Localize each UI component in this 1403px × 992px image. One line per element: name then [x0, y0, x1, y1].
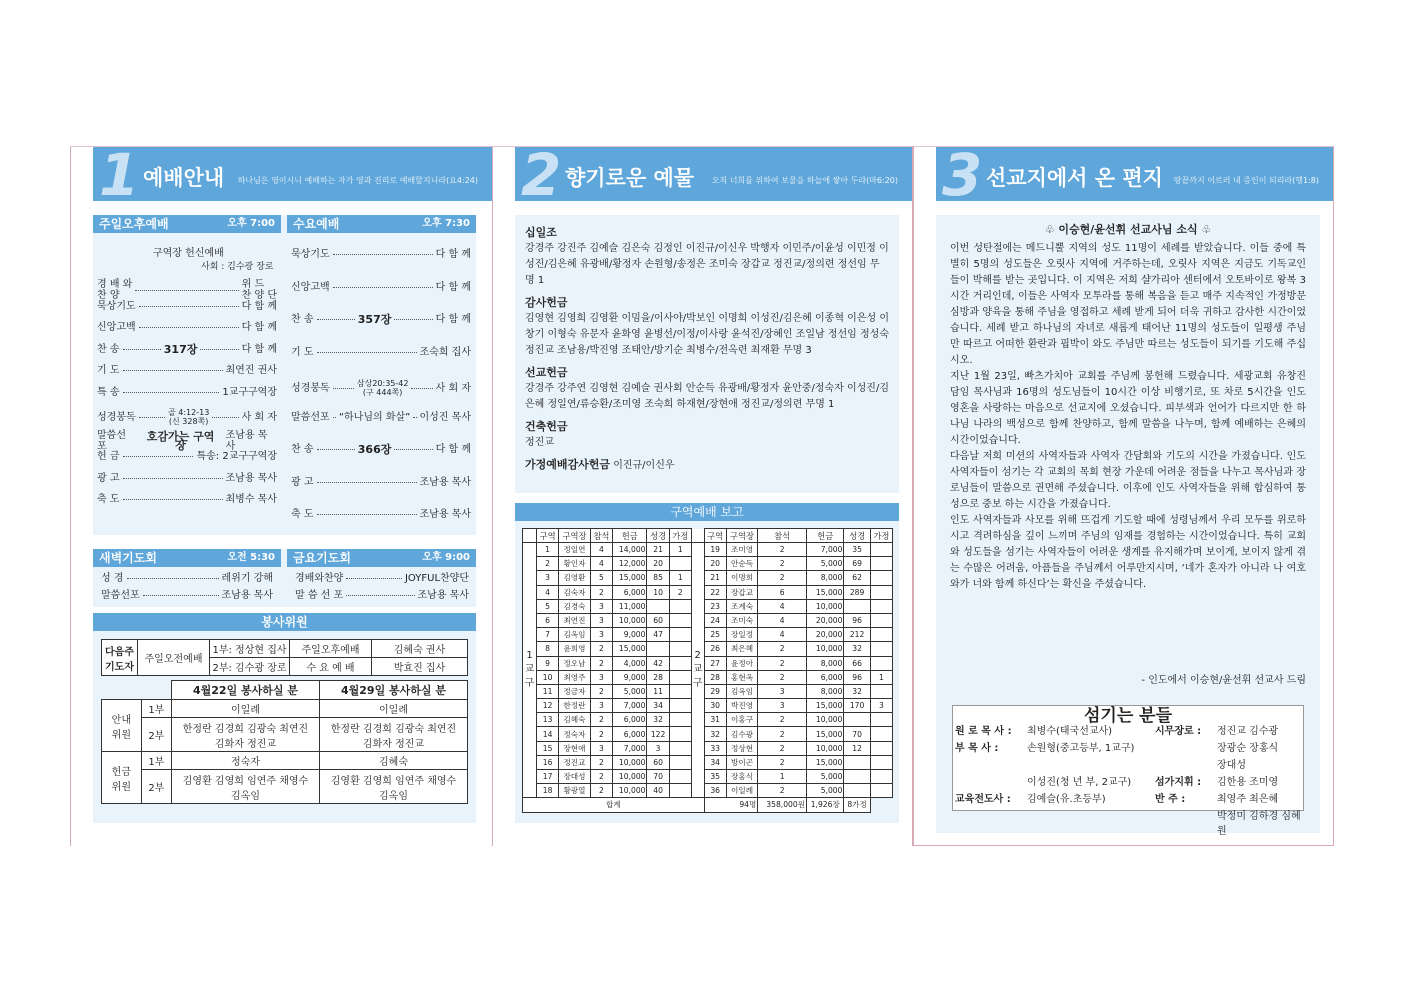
order-label: 말씀선포 — [101, 590, 140, 601]
order-detail: “하나님의 화살” — [338, 411, 411, 423]
order-detail: 366장 — [357, 443, 392, 456]
col-header: 성경 — [647, 529, 669, 543]
order-detail: 삼상20:35-42 (구 444쪽) — [356, 379, 409, 397]
order-value: 사 회 자 — [435, 382, 471, 394]
order-detail: 317장 — [163, 342, 198, 356]
table-row: 6 최연진 3 10,000 60 24 조미숙 4 20,000 96 — [523, 613, 893, 627]
order-row — [295, 590, 469, 601]
table-row: 11 정금자 2 5,000 11 29 김옥임 3 8,000 32 — [523, 684, 893, 698]
building-names: 정진교 — [525, 437, 554, 448]
order-row — [291, 444, 471, 455]
volunteer-schedule: 4월22일 봉사하실 분 4월29일 봉사하실 분 안내 위원 1부 이일례 이일례 2부 한정란 김경희 김광숙 최연진 김화자 정진교 한정란 김경희 김광숙 최연진 김화자 정진교 헌금 위원 1부 정숙자 김혜숙 2부 김영환 김영희 임연주 채영수 김옥임 김영환 김영희 임연주 채영수 김옥임 — [101, 680, 468, 804]
order-detail: 골 4:12-13 (신 328쪽) — [168, 408, 210, 426]
order-value: 이성진 목사 — [419, 411, 471, 423]
order-value: 조숙희 집사 — [419, 346, 471, 358]
serve-row: 부 목 사 : 손원형(중고등부, 1교구) 장광순 장홍식 — [955, 743, 1279, 754]
volunteer-table: 다음주 기도자 주일오전예배 1부: 정상현 집사 주일오후예배 김혜숙 권사 2부: 김수광 장로 수 요 예 배 박효진 집사 — [101, 639, 468, 676]
dot-leader — [123, 499, 223, 500]
report-table — [522, 528, 893, 813]
dot-leader — [333, 254, 433, 255]
letter-paragraph: 지난 1월 23일, 빠츠가치아 교회를 주님께 봉헌해 드렸습니다. 세광교회 유창진 담임 목사님과 16명의 성도님들이 10시간 이상 비행기로, 또 차로 5시간을 인도 영혼을 사랑하는 마음으로 선교지에 오셨습니다. 피부색과 언어가 다르지만 한 하나님 나라의 백성으로 함께 찬양하고, 함께 말씀을 나누며, 함께 예배하는 은혜의 시간이었습니다. — [950, 371, 1306, 446]
col-header: 참석 — [758, 529, 807, 543]
table-row: 16 정진교 2 10,000 60 34 방이곤 2 15,000 — [523, 755, 893, 769]
dot-leader — [139, 417, 165, 418]
serve-title: 섬기는 분들 — [1083, 706, 1173, 726]
order-row — [97, 279, 277, 301]
dot-leader — [143, 595, 219, 596]
dot-leader — [346, 578, 402, 579]
order-label: 기 도 — [291, 346, 314, 358]
page-1 — [70, 146, 492, 846]
order-row — [291, 412, 471, 423]
banner-title: 선교지에서 온 편지 — [986, 166, 1163, 190]
order-value: 최연진 권사 — [225, 365, 277, 376]
dot-leader — [411, 388, 432, 389]
dot-leader — [123, 478, 223, 479]
total-row: 합계 94명 358,000원 1,926장 8가정 — [523, 798, 893, 812]
volunteer-header: 봉사위원 — [93, 613, 476, 631]
serve-row: 원 로 목 사 : 최병수(태국선교사) 시무장로 : 정진교 김수광 — [955, 726, 1279, 737]
order-value: 조남용 목사 — [419, 509, 471, 520]
letter-title: ♧ 이승현/윤선휘 선교사님 소식 ♧ — [1044, 223, 1212, 236]
dot-leader — [127, 578, 219, 579]
order-row — [291, 314, 471, 325]
order-row — [101, 573, 273, 584]
col-header: 가정 — [669, 529, 691, 543]
dot-leader — [394, 449, 432, 450]
order-value: 다 함 께 — [435, 281, 471, 293]
order-label: 경배와찬양 — [295, 573, 344, 584]
col-header: 구역 — [704, 529, 726, 543]
order-value: 레위기 강해 — [221, 573, 273, 584]
banner-number: 1 — [99, 147, 140, 201]
thanks-names: 김영현 김영희 김영환 이밈을/이사야/박보인 이명희 이성진/김은혜 이종혁 이은성 이창기 이형숙 유문자 윤화영 윤병선/이정/이사랑 윤석진/장혜인 조일남 정선임 정성숙 정진교 조남용/박진영 조태안/방기순 최병수/전옥련 최재환 무명 3 — [525, 313, 889, 356]
page-2 — [492, 146, 913, 846]
order-value: 다 함 께 — [241, 300, 277, 312]
letter-body — [950, 241, 1306, 593]
dot-leader — [413, 417, 416, 418]
order-row — [97, 451, 277, 462]
col-header: 헌금 — [612, 529, 647, 543]
order-detail: 357장 — [357, 313, 392, 326]
dot-leader — [317, 514, 417, 515]
order-value: JOYFUL찬양단 — [404, 573, 469, 584]
order-row — [97, 430, 277, 452]
table-row: 5 김경숙 3 11,000 23 조계숙 4 10,000 — [523, 599, 893, 613]
order-label: 신앙고백 — [97, 322, 136, 333]
page-3 — [913, 146, 1334, 846]
order-label: 특 송 — [97, 386, 120, 398]
order-row — [97, 473, 277, 484]
dot-leader — [317, 449, 355, 450]
banner-verse: 하나님은 영이시니 예배하는 자가 영과 진리로 예배할지니라(요4:24) — [237, 176, 478, 185]
banner-3 — [936, 147, 1333, 201]
order-value: 조남용 목사 — [225, 429, 268, 452]
mission-title: 선교헌금 — [525, 366, 568, 379]
letter-paragraph: 인도 사역자들과 사모를 위해 뜨겁게 기도할 때에 성령님께서 우리 모두를 위로하시고 격려하심을 깊이 느끼며 주님의 임재를 경험하는 시간이었습니다. 특히 교회와 성도들을 섬기는 사역자들이 어려운 생계를 유지해가며 보이게, 보이지 않게 겪는 수많은 어려움, 아픔들을 주님께서 어루만지시며, ‘네가 혼자가 아니라 나 여호와가 너와 함께 하신다’는 확신을 주셨습니다. — [950, 515, 1306, 590]
col-header: 구역 — [537, 529, 559, 543]
table-row: 17 장대성 2 10,000 70 35 장홍식 1 5,000 — [523, 770, 893, 784]
banner-2 — [515, 147, 912, 201]
order-detail: 호감가는 구역장 — [146, 429, 215, 452]
col-header: 헌금 — [807, 529, 844, 543]
dot-leader — [333, 287, 433, 288]
order-label: 찬 송 — [291, 444, 314, 455]
dot-leader — [135, 290, 238, 291]
tithe-title: 십일조 — [525, 226, 557, 239]
dot-leader — [333, 417, 336, 418]
dot-leader — [212, 417, 238, 418]
table-row: 1 교 구 1 정일연 4 14,000 21 1 2 교 구 19 조미영 2 7,000 35 — [523, 543, 893, 557]
order-value: 위 드 찬 양 단 — [241, 279, 277, 301]
order-value: 다 함 께 — [435, 444, 471, 455]
banner-verse: 오직 너희를 위하여 보물을 하늘에 쌓아 두라(마6:20) — [711, 176, 898, 185]
col-header: 가정 — [870, 529, 892, 543]
dot-leader — [346, 595, 414, 596]
order-value: 조남용 목사 — [417, 590, 469, 601]
order-label: 찬 송 — [97, 343, 120, 355]
mission-names: 강경주 강주연 김영현 김예슬 권사회 안순득 유광배/황정자 윤안중/정숙자 이성진/김은혜 정일연/류승환/조미영 조숙희 하재현/장현애 정진교/정의련 무명 1 — [525, 383, 889, 410]
serve-row: 박정미 김하경 심혜원 — [1217, 811, 1301, 837]
banner-number: 2 — [521, 147, 562, 201]
serve-row: 교육전도사 : 김예슬(유.초등부) 반 주 : 최영주 최은혜 — [955, 794, 1279, 805]
order-row — [291, 379, 471, 397]
order-label: 경 배 와 찬 양 — [97, 279, 133, 301]
dot-leader — [333, 388, 354, 389]
sun-pm-theme: 구역장 헌신예배 — [153, 248, 224, 259]
sun-pm-header: 주일오후예배 오후 7:00 — [93, 215, 281, 233]
order-label: 말 씀 선 포 — [295, 590, 344, 601]
serve-row: 이성진(청 년 부, 2교구) 섬가지휘 : 김한용 조미영 — [1027, 777, 1279, 788]
table-row: 12 한정란 3 7,000 34 30 박진영 3 15,000 170 3 — [523, 699, 893, 713]
order-row — [291, 249, 471, 260]
order-label: 기 도 — [97, 365, 120, 376]
thanks-title: 감사헌금 — [525, 296, 568, 309]
table-row: 7 김옥임 3 9,000 47 25 장일정 4 20,000 212 — [523, 628, 893, 642]
table-row: 9 정오남 2 4,000 42 27 윤정아 2 8,000 66 — [523, 656, 893, 670]
dot-leader — [123, 392, 220, 393]
order-label: 묵상기도 — [97, 300, 136, 312]
order-value: 사 회 자 — [241, 411, 278, 423]
col-header: 구역장 — [559, 529, 591, 543]
order-label: 묵상기도 — [291, 249, 330, 260]
table-row: 14 정숙자 2 6,000 122 32 김수광 2 15,000 70 — [523, 727, 893, 741]
family-title: 가정예배감사헌금 — [525, 458, 611, 471]
order-label: 신앙고백 — [291, 281, 330, 293]
dot-leader — [139, 327, 239, 328]
letter-sign: - 인도에서 이승현/윤선휘 선교사 드림 — [1141, 675, 1306, 686]
family-names: 이진규/이신우 — [613, 460, 675, 471]
order-value: 다 함 께 — [435, 314, 471, 325]
order-label: 축 도 — [97, 494, 120, 505]
dot-leader — [123, 349, 161, 350]
order-value: 최병수 목사 — [225, 494, 277, 505]
order-row — [97, 301, 277, 312]
dawn-header: 새벽기도회 오전 5:30 — [93, 549, 281, 567]
table-row: 10 최영주 3 9,000 28 28 홍현옥 2 6,000 96 1 — [523, 670, 893, 684]
offering-list — [515, 215, 899, 493]
tithe-names: 강경주 강진주 김예슬 김은숙 김정인 이진규/이신우 박행자 이민주/이윤성 이민정 이성진/김은혜 유광배/황정자 손원형/송정은 조미숙 장갑교 정진교/정의련 정선임 무명 1 — [525, 243, 889, 286]
banner-title: 예배안내 — [143, 166, 225, 190]
col-header: 참석 — [590, 529, 612, 543]
order-value: 특송: 2교구구역장 — [196, 451, 277, 462]
order-row — [291, 282, 471, 293]
order-row — [97, 322, 277, 333]
order-label: 광 고 — [97, 472, 120, 484]
order-row — [97, 365, 277, 376]
order-value: 다 함 께 — [435, 249, 471, 260]
order-row — [101, 590, 273, 601]
dot-leader — [123, 370, 223, 371]
order-value: 조남용 목사 — [419, 476, 471, 488]
serve-table — [954, 723, 1304, 840]
table-row: 18 황광열 2 10,000 40 36 이일례 2 5,000 — [523, 784, 893, 798]
order-label: 성경봉독 — [291, 382, 330, 394]
table-row: 2 황인자 4 12,000 20 20 안순득 2 5,000 69 — [523, 557, 893, 571]
table-row: 3 김영환 5 15,000 85 1 21 이명희 2 8,000 62 — [523, 571, 893, 585]
order-label: 성경봉독 — [97, 411, 136, 423]
order-row — [97, 494, 277, 505]
order-label: 광 고 — [291, 476, 314, 488]
report-header: 구역예배 보고 — [515, 503, 899, 521]
dot-leader — [123, 456, 194, 457]
table-row: 4 김숙자 2 6,000 10 2 22 장갑교 6 15,000 289 — [523, 585, 893, 599]
wed-header: 수요예배 오후 7:30 — [287, 215, 476, 233]
order-label: 성 경 — [101, 573, 124, 584]
sun-pm-host: 사회 : 김수광 장로 — [201, 262, 274, 272]
fri-header: 금요기도회 오후 9:00 — [287, 549, 476, 567]
dot-leader — [317, 319, 355, 320]
banner-1 — [93, 147, 492, 201]
order-value: 다 함 께 — [241, 322, 277, 333]
order-value: 1교구구역장 — [222, 386, 277, 398]
col-header: 구역장 — [726, 529, 758, 543]
order-value: 조남용 목사 — [221, 590, 273, 601]
order-value: 조남용 목사 — [225, 472, 277, 484]
building-title: 건축헌금 — [525, 420, 568, 433]
order-value: 다 함 께 — [241, 343, 277, 355]
order-label: 찬 송 — [291, 314, 314, 325]
dot-leader — [139, 306, 239, 307]
dot-leader — [317, 352, 417, 353]
col-header: 성경 — [844, 529, 870, 543]
dot-leader — [200, 349, 238, 350]
banner-number: 3 — [942, 147, 983, 201]
order-row — [291, 509, 471, 520]
letter-paragraph: 이번 성탄절에는 메드니뿔 지역의 성도 11명이 세례를 받았습니다. 이들 중에 특별히 5명의 성도들은 오릿사 지역에 거주하는데, 오릿사 지역은 지금도 기독교인들이 박해를 받는 곳입니다. 이 지역은 저희 샬가리아 센터에서 오토바이로 왕복 3시간 거리인데, 이들은 사역자 모투라를 통해 복음을 듣고 매주 지속적인 가정방문 심방과 양육을 통해 주님을 영접하고 세례 받게 되어 더욱 귀하고 감사한 시간이었습니다. 세례 받고 하나님의 자녀로 새롭게 태어난 11명의 성도들이 일평생 주님만 따르고 어떠한 환란과 핍박이 와도 주님만 따르는 성도들이 되기를 기도해 주십시오. — [950, 243, 1306, 366]
order-label: 말씀선포 — [97, 429, 126, 452]
serve-row: 장대성 — [1217, 760, 1246, 771]
dot-leader — [394, 319, 432, 320]
banner-title: 향기로운 예물 — [565, 166, 695, 190]
order-label: 헌 금 — [97, 451, 120, 462]
order-row — [295, 573, 469, 584]
order-row — [97, 344, 277, 355]
order-label: 말씀선포 — [291, 411, 330, 423]
order-row — [291, 477, 471, 488]
order-row — [97, 408, 277, 426]
letter-paragraph: 다음날 저희 미션의 사역자들과 사역자 간담회와 기도의 시간을 가졌습니다. 인도 사역자들이 섬기는 각 교회의 목회 현장 가운데 어려운 점들을 나누고 목사님과 장로님들이 말씀으로 권면해 주셨습니다. 이후에 인도 사역자들을 위해 합심하여 통성으로 중보 하는 시간을 가졌습니다. — [950, 451, 1306, 510]
table-row: 8 윤희영 2 15,000 26 최은혜 2 10,000 32 — [523, 642, 893, 656]
order-row — [291, 347, 471, 358]
table-row: 13 김혜숙 2 6,000 32 31 이홍구 2 10,000 — [523, 713, 893, 727]
banner-verse: 땅끝까지 이르러 내 증인이 되리라(행1:8) — [1173, 176, 1319, 185]
dot-leader — [317, 482, 417, 483]
table-row: 15 장현애 3 7,000 3 33 정상현 2 10,000 12 — [523, 741, 893, 755]
order-label: 축 도 — [291, 509, 314, 520]
order-row — [97, 387, 277, 398]
